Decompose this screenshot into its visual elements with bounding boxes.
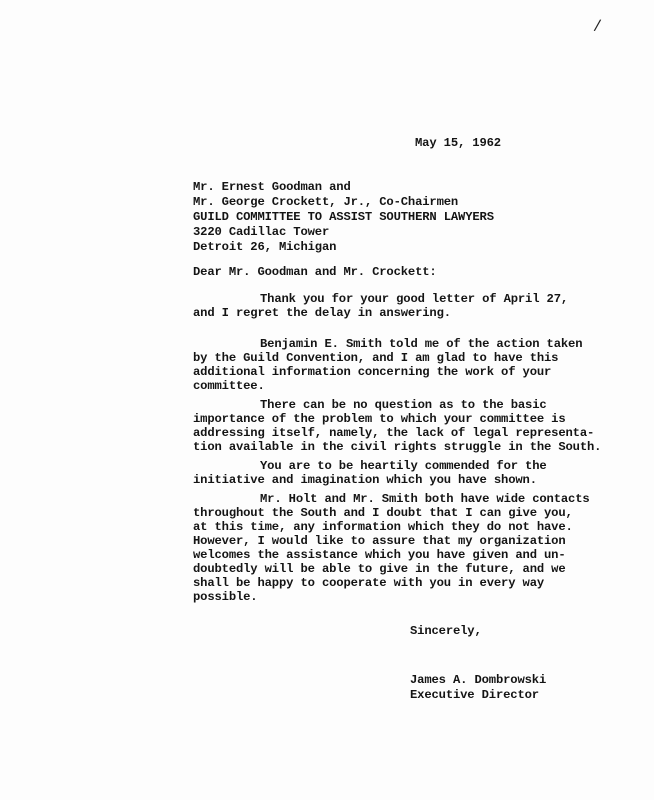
paragraph-line: at this time, any information which they do not have. (193, 520, 573, 534)
paragraph-line: committee. (193, 379, 265, 393)
paragraph-line: Benjamin E. Smith told me of the action taken (260, 337, 583, 351)
paragraph-line: by the Guild Convention, and I am glad to have this (193, 351, 559, 365)
paragraph-line: tion available in the civil rights struggle in the South. (193, 440, 602, 454)
signature-name: James A. Dombrowski (410, 673, 547, 687)
paragraph-line: and I regret the delay in answering. (193, 306, 451, 320)
paragraph-line: initiative and imagination which you have shown. (193, 473, 537, 487)
corner-pencil-mark: / (593, 15, 602, 35)
paragraph-line: There can be no question as to the basic (260, 398, 547, 412)
paragraph-line: You are to be heartily commended for the (260, 459, 547, 473)
paragraph-line: shall be happy to cooperate with you in every way (193, 576, 545, 590)
paragraph-line: welcomes the assistance which you have given and un- (193, 548, 566, 562)
paragraph-line: However, I would like to assure that my organization (193, 534, 566, 548)
closing: Sincerely, (410, 624, 482, 638)
paragraph-5 (193, 492, 643, 604)
address-line: GUILD COMMITTEE TO ASSIST SOUTHERN LAWYERS (193, 210, 494, 224)
address-line: Detroit 26, Michigan (193, 240, 337, 254)
salutation: Dear Mr. Goodman and Mr. Crockett: (193, 265, 437, 279)
address-line: 3220 Cadillac Tower (193, 225, 330, 239)
paragraph-line: additional information concerning the work of your (193, 365, 552, 379)
paragraph-line: Thank you for your good letter of April 27, (260, 292, 569, 306)
paragraph-2 (193, 337, 643, 393)
paragraph-4 (193, 459, 643, 487)
paragraph-line: addressing itself, namely, the lack of legal representa- (193, 426, 595, 440)
signature-title: Executive Director (410, 688, 539, 702)
paragraph-line: doubtedly will be able to give in the future, and we (193, 562, 566, 576)
paragraph-line: throughout the South and I doubt that I can give you, (193, 506, 573, 520)
paragraph-line: Mr. Holt and Mr. Smith both have wide contacts (260, 492, 590, 506)
letter-date: May 15, 1962 (415, 136, 501, 150)
paragraph-3 (193, 398, 643, 454)
address-line: Mr. George Crockett, Jr., Co-Chairmen (193, 195, 459, 209)
paragraph-line: importance of the problem to which your committee is (193, 412, 566, 426)
paragraph-1 (193, 292, 643, 320)
paragraph-line: possible. (193, 590, 258, 604)
address-line: Mr. Ernest Goodman and (193, 180, 351, 194)
